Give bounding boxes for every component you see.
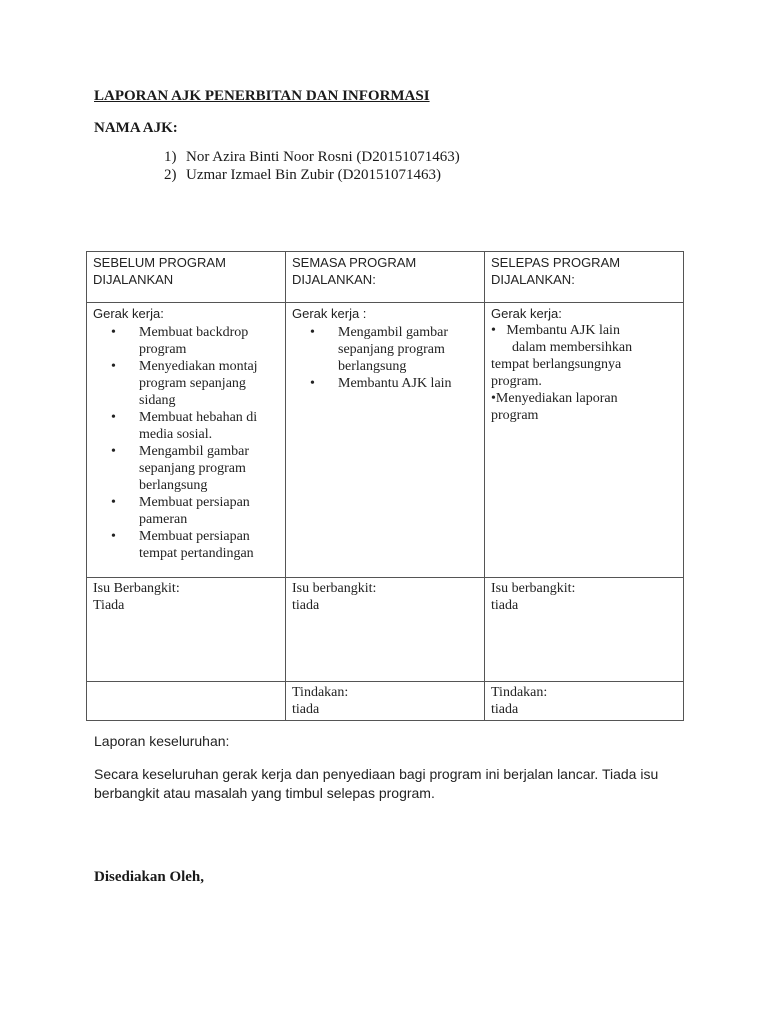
cell-sebelum-tindakan	[87, 682, 286, 721]
isu-value: tiada	[491, 598, 519, 613]
program-table	[86, 251, 684, 721]
tindakan-value: tiada	[292, 702, 320, 717]
cell-semasa-tindakan	[286, 682, 485, 721]
isu-label: Isu Berbangkit:	[93, 581, 180, 596]
member-list	[164, 148, 460, 184]
list-item: • Mengambil gambar sepanjang program berlangsung	[310, 325, 449, 374]
header-semasa: SEMASA PROGRAM DIJALANKAN:	[286, 252, 485, 303]
task-list-selepas	[491, 322, 677, 424]
gerak-kerja-label: Gerak kerja :	[292, 306, 367, 321]
cell-sebelum-isu	[87, 578, 286, 682]
cell-selepas-isu	[485, 578, 684, 682]
bullet-icon: •	[491, 323, 496, 338]
isu-value: Tiada	[93, 598, 125, 613]
member-number: 1)	[164, 149, 177, 165]
isu-label: Isu berbangkit:	[292, 581, 377, 596]
list-item: • Membantu AJK lain	[491, 323, 620, 338]
table-row-gerak-kerja	[87, 303, 684, 578]
header-selepas: SELEPAS PROGRAM DIJALANKAN:	[485, 252, 684, 303]
list-item: • Membuat backdrop program	[111, 325, 249, 357]
cell-sebelum-gerak-kerja	[87, 303, 286, 578]
header-sebelum: SEBELUM PROGRAM DIJALANKAN	[87, 252, 286, 303]
list-item: • Membuat persiapan tempat pertandingan	[111, 529, 254, 561]
bullet-icon: •	[111, 359, 116, 374]
bullet-icon: •	[111, 410, 116, 425]
bullet-icon: •	[111, 325, 116, 340]
task-list-sebelum	[93, 324, 279, 562]
cell-semasa-gerak-kerja	[286, 303, 485, 578]
list-item: • Membantu AJK lain	[310, 376, 452, 391]
cell-semasa-isu	[286, 578, 485, 682]
member-name: Uzmar Izmael Bin Zubir (D20151071463)	[186, 167, 441, 183]
summary-label: Laporan keseluruhan:	[94, 733, 230, 749]
tindakan-label: Tindakan:	[491, 685, 548, 700]
member-name: Nor Azira Binti Noor Rosni (D20151071463)	[186, 149, 460, 165]
list-item: • Membuat persiapan pameran	[111, 495, 250, 527]
member-number: 2)	[164, 167, 177, 183]
list-item: • Membuat hebahan di media sosial.	[111, 410, 258, 442]
report-title: LAPORAN AJK PENERBITAN DAN INFORMASI	[94, 88, 430, 104]
list-item: • Menyediakan montaj program sepanjang sidang	[111, 359, 258, 408]
tindakan-label: Tindakan:	[292, 685, 349, 700]
list-item: •Menyediakan laporan	[491, 391, 618, 406]
list-item-continuation: program	[491, 408, 539, 423]
gerak-kerja-label: Gerak kerja:	[93, 306, 164, 321]
nama-ajk-label: NAMA AJK:	[94, 120, 178, 136]
bullet-icon: •	[310, 376, 315, 391]
bullet-icon: •	[111, 495, 116, 510]
member-item	[164, 148, 460, 166]
bullet-icon: •	[310, 325, 315, 340]
bullet-icon: •	[111, 444, 116, 459]
table-row-tindakan	[87, 682, 684, 721]
table-header-row	[87, 252, 684, 303]
bullet-icon: •	[111, 529, 116, 544]
member-item	[164, 166, 460, 184]
gerak-kerja-label: Gerak kerja:	[491, 306, 562, 321]
list-item-continuation: program.	[491, 374, 542, 389]
summary-text: Secara keseluruhan gerak kerja dan penyediaan bagi program ini berjalan lancar. Tiada isu berbangkit atau masalah yang timbul selepas program.	[94, 766, 659, 801]
table-row-isu	[87, 578, 684, 682]
list-item: • Mengambil gambar sepanjang program berlangsung	[111, 444, 250, 493]
cell-selepas-tindakan	[485, 682, 684, 721]
prepared-by-label: Disediakan Oleh,	[94, 869, 205, 885]
cell-selepas-gerak-kerja	[485, 303, 684, 578]
list-item-continuation: tempat berlangsungnya	[491, 357, 622, 372]
isu-value: tiada	[292, 598, 320, 613]
tindakan-value: tiada	[491, 702, 519, 717]
list-item-continuation: dalam membersihkan	[512, 340, 633, 355]
task-list-semasa	[292, 324, 478, 392]
isu-label: Isu berbangkit:	[491, 581, 576, 596]
